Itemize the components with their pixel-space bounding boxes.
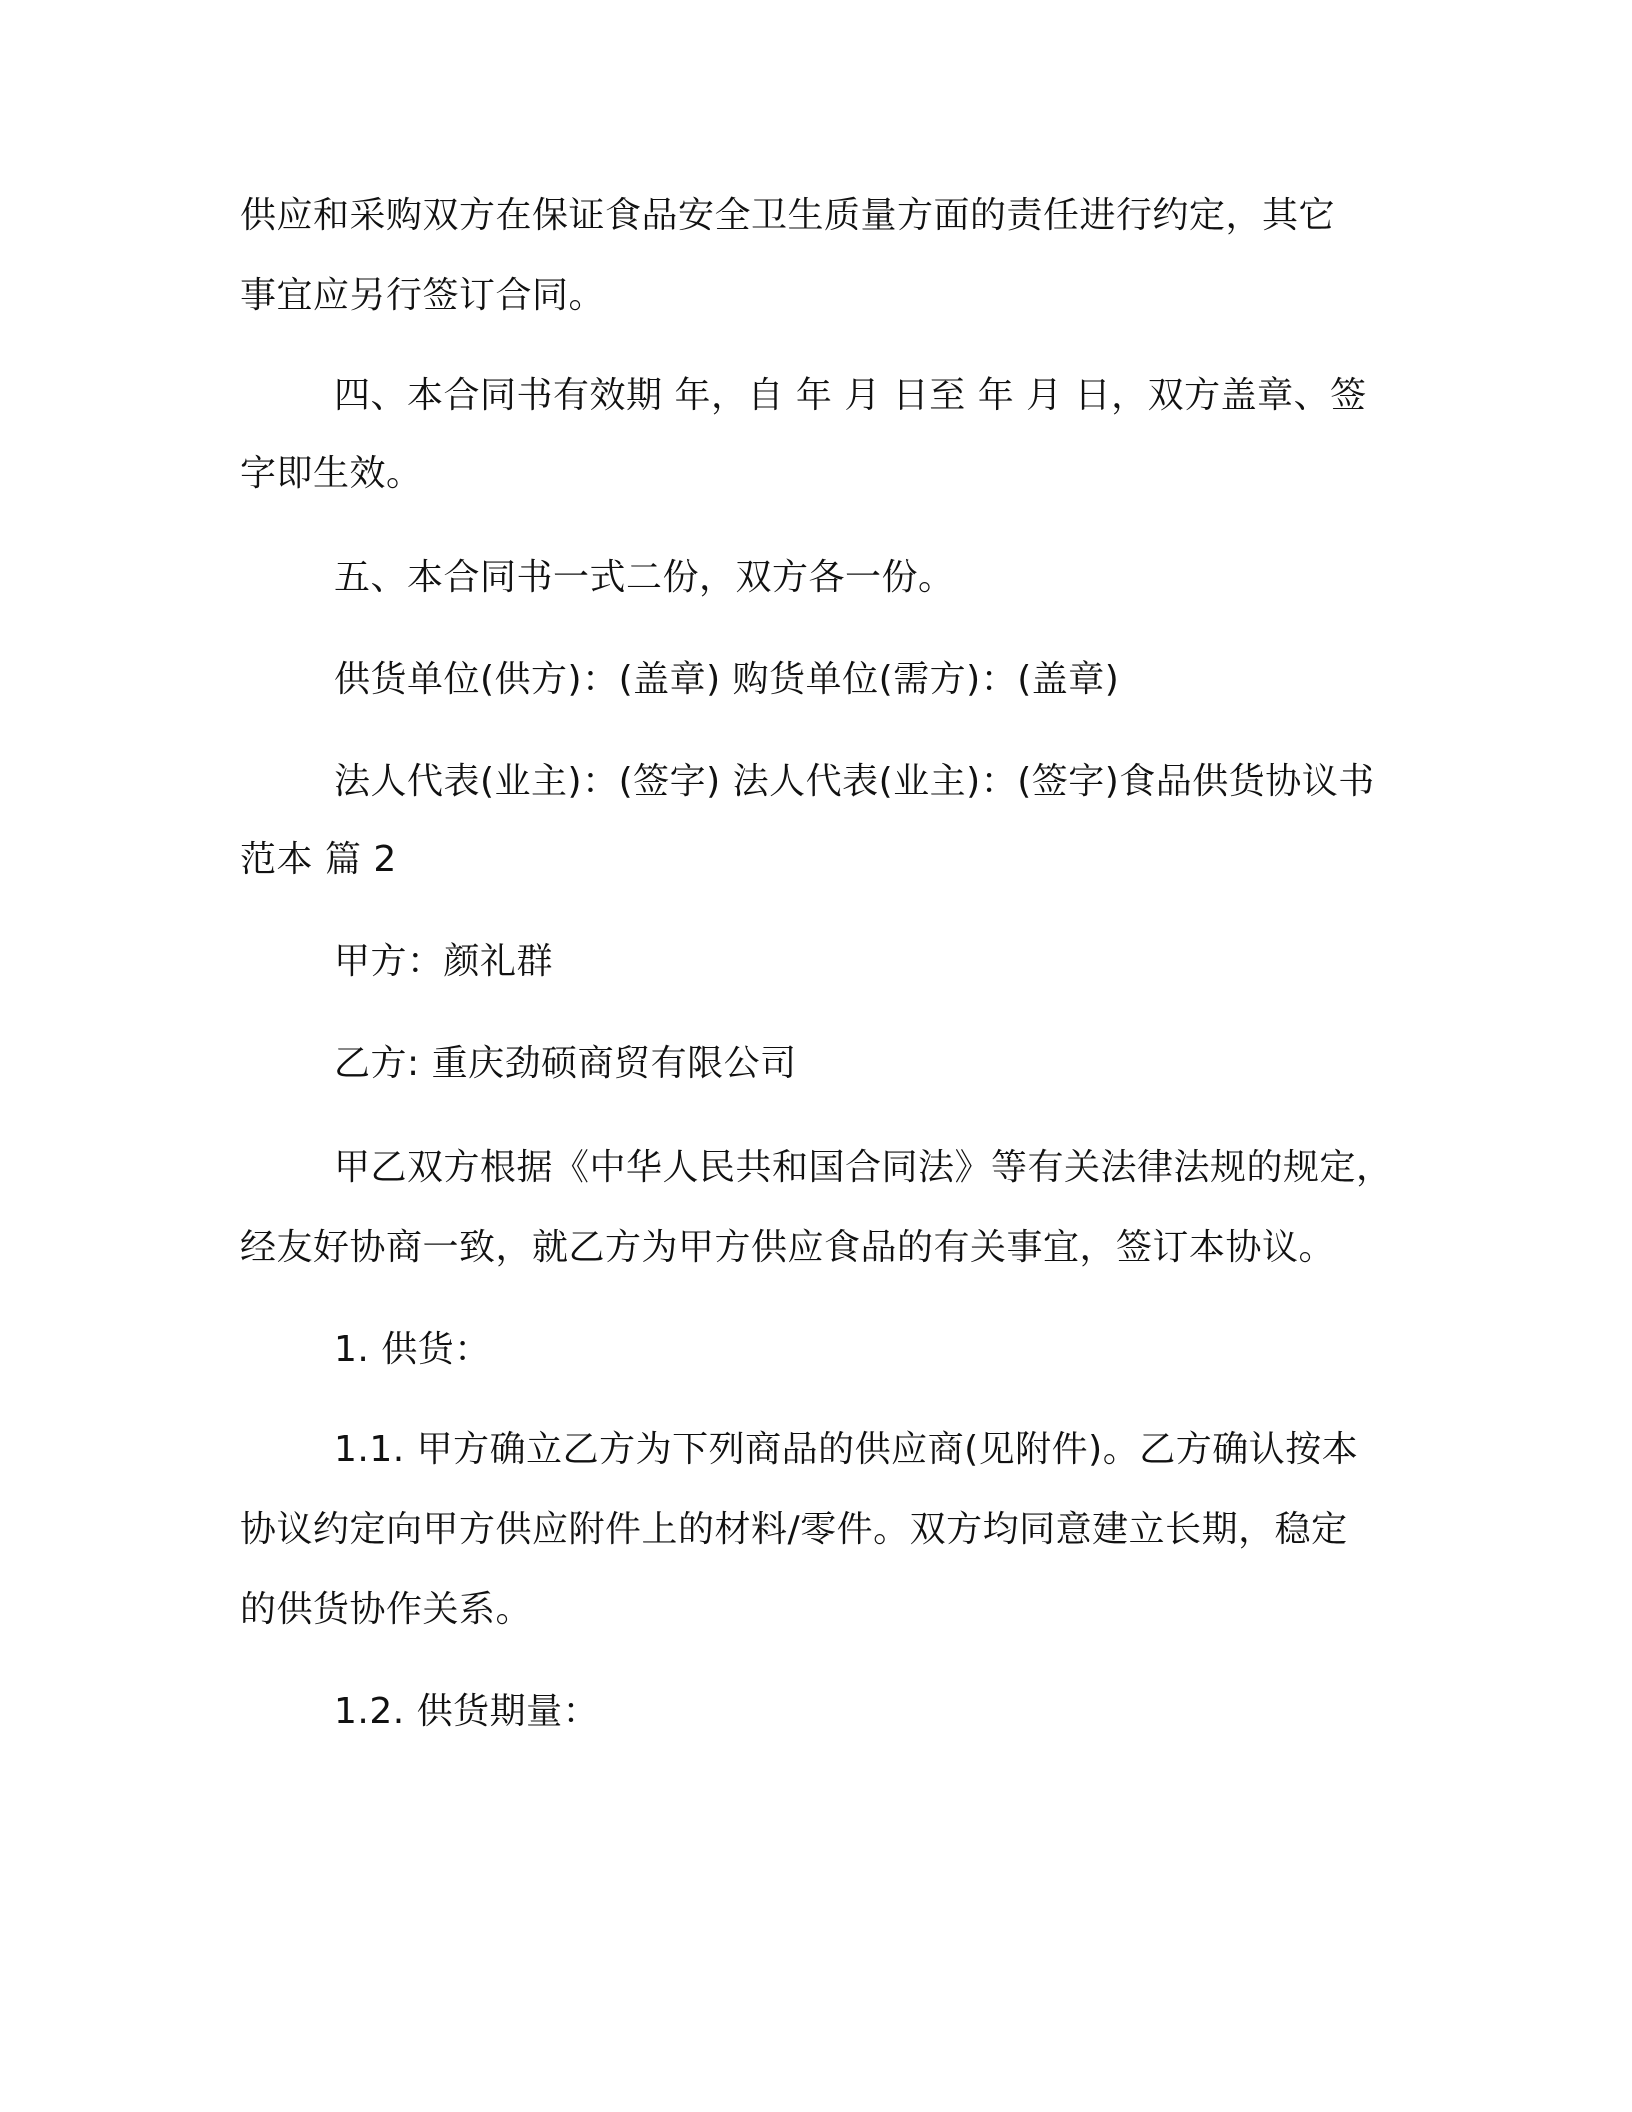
text-line: 事宜应另行签订合同。 bbox=[240, 275, 606, 316]
text-line: 1.2. 供货期量： bbox=[334, 1691, 600, 1732]
text-line: 供应和采购双方在保证食品安全卫生质量方面的责任进行约定，其它 bbox=[240, 195, 1336, 236]
text-line: 供货单位(供方)：(盖章) 购货单位(需方)：(盖章) bbox=[334, 659, 1120, 700]
text-line: 1. 供货： bbox=[334, 1329, 491, 1370]
text-line: 字即生效。 bbox=[240, 453, 423, 494]
text-line: 的供货协作关系。 bbox=[240, 1589, 533, 1630]
text-line: 乙方: 重庆劲硕商贸有限公司 bbox=[334, 1043, 797, 1084]
text-line: 经友好协商一致，就乙方为甲方供应食品的有关事宜，签订本协议。 bbox=[240, 1227, 1336, 1268]
text-line: 甲方：颜礼群 bbox=[334, 941, 554, 982]
text-line: 协议约定向甲方供应附件上的材料/零件。双方均同意建立长期，稳定 bbox=[240, 1509, 1348, 1550]
text-line: 范本 篇 2 bbox=[240, 839, 397, 880]
text-line: 五、本合同书一式二份，双方各一份。 bbox=[334, 557, 955, 598]
text-line: 1.1. 甲方确立乙方为下列商品的供应商(见附件)。乙方确认按本 bbox=[334, 1429, 1359, 1470]
text-line: 甲乙双方根据《中华人民共和国合同法》等有关法律法规的规定， bbox=[334, 1147, 1393, 1188]
text-line: 法人代表(业主)：(签字) 法人代表(业主)：(签字)食品供货协议书 bbox=[334, 761, 1375, 802]
text-line: 四、本合同书有效期 年，自 年 月 日至 年 月 日，双方盖章、签 bbox=[334, 375, 1367, 416]
